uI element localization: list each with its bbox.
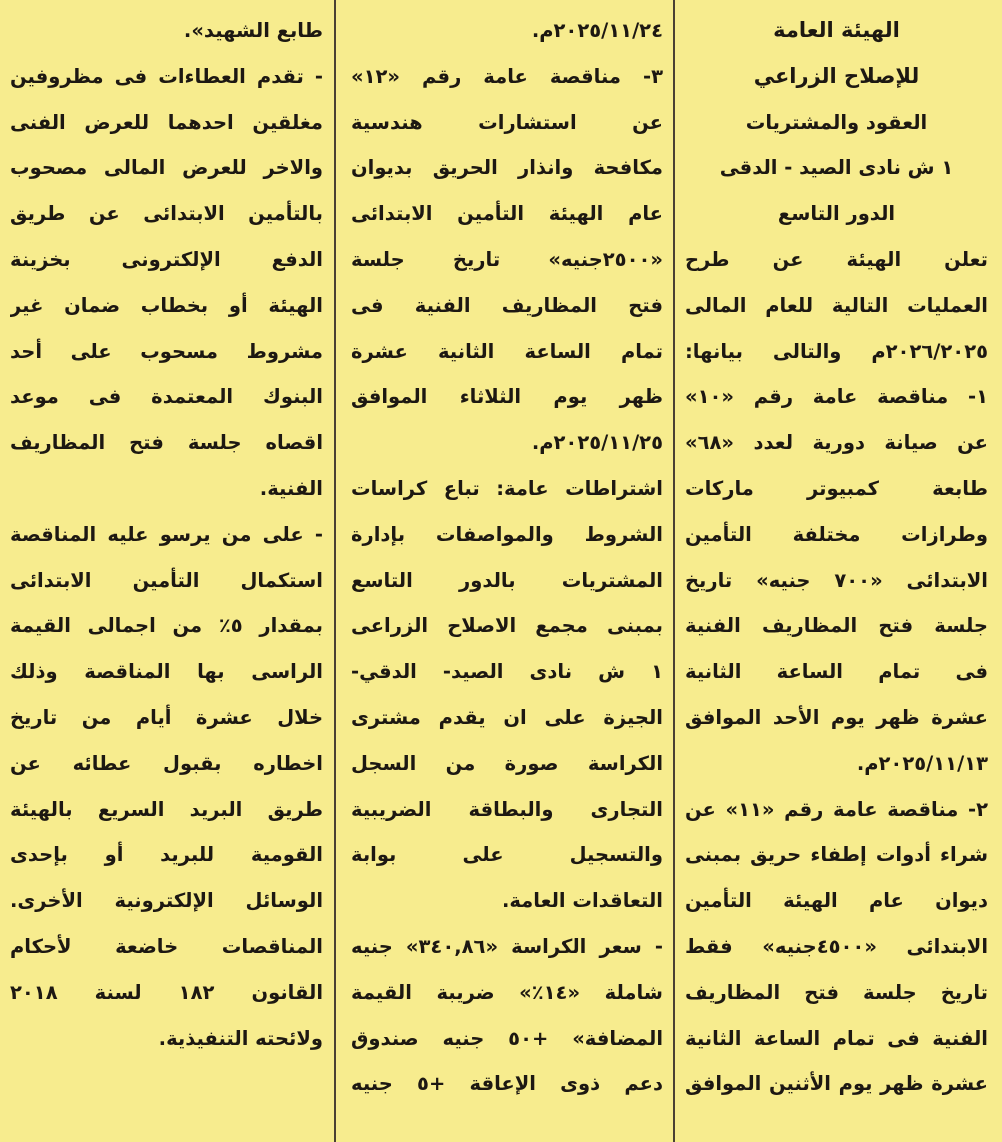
text-line: دعم ذوى الإعاقة +٥ جنيه [351,1072,663,1096]
tender-1-heading: ١- مناقصة عامة رقم «١٠» [685,385,988,409]
text-line: تاريخ جلسة فتح المظاريف [685,980,988,1004]
text-line: العمليات التالية للعام المالى [685,293,988,317]
bids-submission-heading: - تقدم العطاءات فى مظروفين [10,64,323,88]
text-line: البنوك المعتمدة فى موعد [10,385,323,409]
text-line: الابتدائى «٤٥٠٠جنيه» فقط [685,934,988,958]
text-line: الهيئة أو بخطاب ضمان غير [10,293,323,317]
text-line: عن استشارات هندسية [351,110,663,134]
tender-2-date: ٢٠٢٥/١١/٢٤م. [531,19,663,42]
text-line: والتسجيل على بوابة [351,843,663,867]
column-left [0,0,337,1142]
text-line: بمبنى مجمع الاصلاح الزراعى [351,614,663,638]
text-line: ولائحته التنفيذية. [158,1026,323,1050]
text-line: مشروط مسحوب على أحد [10,339,323,363]
text-line: عشرة ظهر يوم الأثنين الموافق [685,1072,988,1096]
text-line: ديوان عام الهيئة التأمين [685,889,988,913]
address-line: ١ ش نادى الصيد - الدقى [719,156,954,180]
text-line: ٢٠٢٦/٢٠٢٥م والتالى بيانها: [685,339,988,363]
law-reference-line: المناقصات خاضعة لأحكام [10,934,323,958]
text-line: القومية للبريد أو بإحدى [10,843,323,867]
text-line: مكافحة وانذار الحريق بديوان [351,156,663,180]
text-line: بمقدار ٥٪ من اجمالى القيمة [10,614,323,638]
text-line: الفنية. [259,476,323,500]
text-line: جلسة فتح المظاريف الفنية [685,614,988,638]
text-line: طابعة كمبيوتر ماركات [685,476,988,500]
text-line: فتح المظاريف الفنية فى [351,293,663,317]
text-line: التعاقدات العامة. [501,889,663,913]
text-line: عشرة ظهر يوم الأحد الموافق [685,705,988,729]
text-line: المضافة» +٥٠ جنيه صندوق [351,1026,663,1050]
column-divider [334,0,336,1142]
text-line: اقصاه جلسة فتح المظاريف [10,431,323,455]
text-line: المشتريات بالدور التاسع [351,568,663,592]
booklet-price-line: - سعر الكراسة «٣٤٠,٨٦» جنيه [351,934,663,958]
department-name: العقود والمشتريات [745,110,928,134]
text-line: التجارى والبطاقة الضريبية [351,797,663,821]
text-line: الوسائل الإلكترونية الأخرى. [10,889,323,913]
floor-line: الدور التاسع [777,202,896,226]
text-line: عن صيانة دورية لعدد «٦٨» [685,431,988,455]
text-line: «٢٥٠٠جنيه» تاريخ جلسة [351,247,663,271]
text-line: الدفع الإلكترونى بخزينة [10,247,323,271]
text-line: عام الهيئة التأمين الابتدائى [351,202,663,226]
tender-3-date: ٢٠٢٥/١١/٢٥م. [531,431,663,455]
text-line: طابع الشهيد». [183,19,323,42]
text-line: الراسى بها المناقصة وذلك [10,660,323,684]
column-divider [673,0,675,1142]
text-line: شاملة «١٤٪» ضريبة القيمة [351,980,663,1004]
text-line: الابتدائى «٧٠٠ جنيه» تاريخ [685,568,988,592]
authority-name: الهيئة العامة [773,18,900,42]
text-line: ظهر يوم الثلاثاء الموافق [351,385,663,409]
text-line: فى تمام الساعة الثانية [685,660,988,684]
text-line: مغلقين احدهما للعرض الفنى [10,110,323,134]
authority-name-line-2: للإصلاح الزراعي [753,63,920,88]
column-right [675,0,1002,1142]
tender-2-heading: ٢- مناقصة عامة رقم «١١» عن [685,797,988,821]
text-line: وطرازات مختلفة التأمين [685,522,988,546]
text-line: الكراسة صورة من السجل [351,751,663,775]
text-line: الجيزة على ان يقدم مشترى [351,705,663,729]
text-line: اخطاره بقبول عطائه عن [10,751,323,775]
tender-3-heading: ٣- مناقصة عامة رقم «١٢» [351,64,663,88]
general-conditions-heading: اشتراطات عامة: تباع كراسات [351,476,663,500]
text-line: القانون ١٨٢ لسنة ٢٠١٨ [10,980,323,1004]
text-line: ١ ش نادى الصيد- الدقي- [351,660,663,684]
text-line: تعلن الهيئة عن طرح [685,247,988,271]
award-condition-heading: - على من يرسو عليه المناقصة [10,522,323,546]
text-line: تمام الساعة الثانية عشرة [351,339,663,363]
text-line: الفنية فى تمام الساعة الثانية [685,1026,988,1050]
text-line: والاخر للعرض المالى مصحوب [10,156,323,180]
column-middle [337,0,675,1142]
tender-1-date: ٢٠٢٥/١١/١٣م. [856,751,988,775]
text-line: خلال عشرة أيام من تاريخ [10,705,323,729]
text-line: طريق البريد السريع بالهيئة [10,797,323,821]
text-line: بالتأمين الابتدائى عن طريق [10,202,323,226]
text-line: استكمال التأمين الابتدائى [10,568,323,592]
text-line: شراء أدوات إطفاء حريق بمبنى [685,843,988,867]
text-line: الشروط والمواصفات بإدارة [351,522,663,546]
